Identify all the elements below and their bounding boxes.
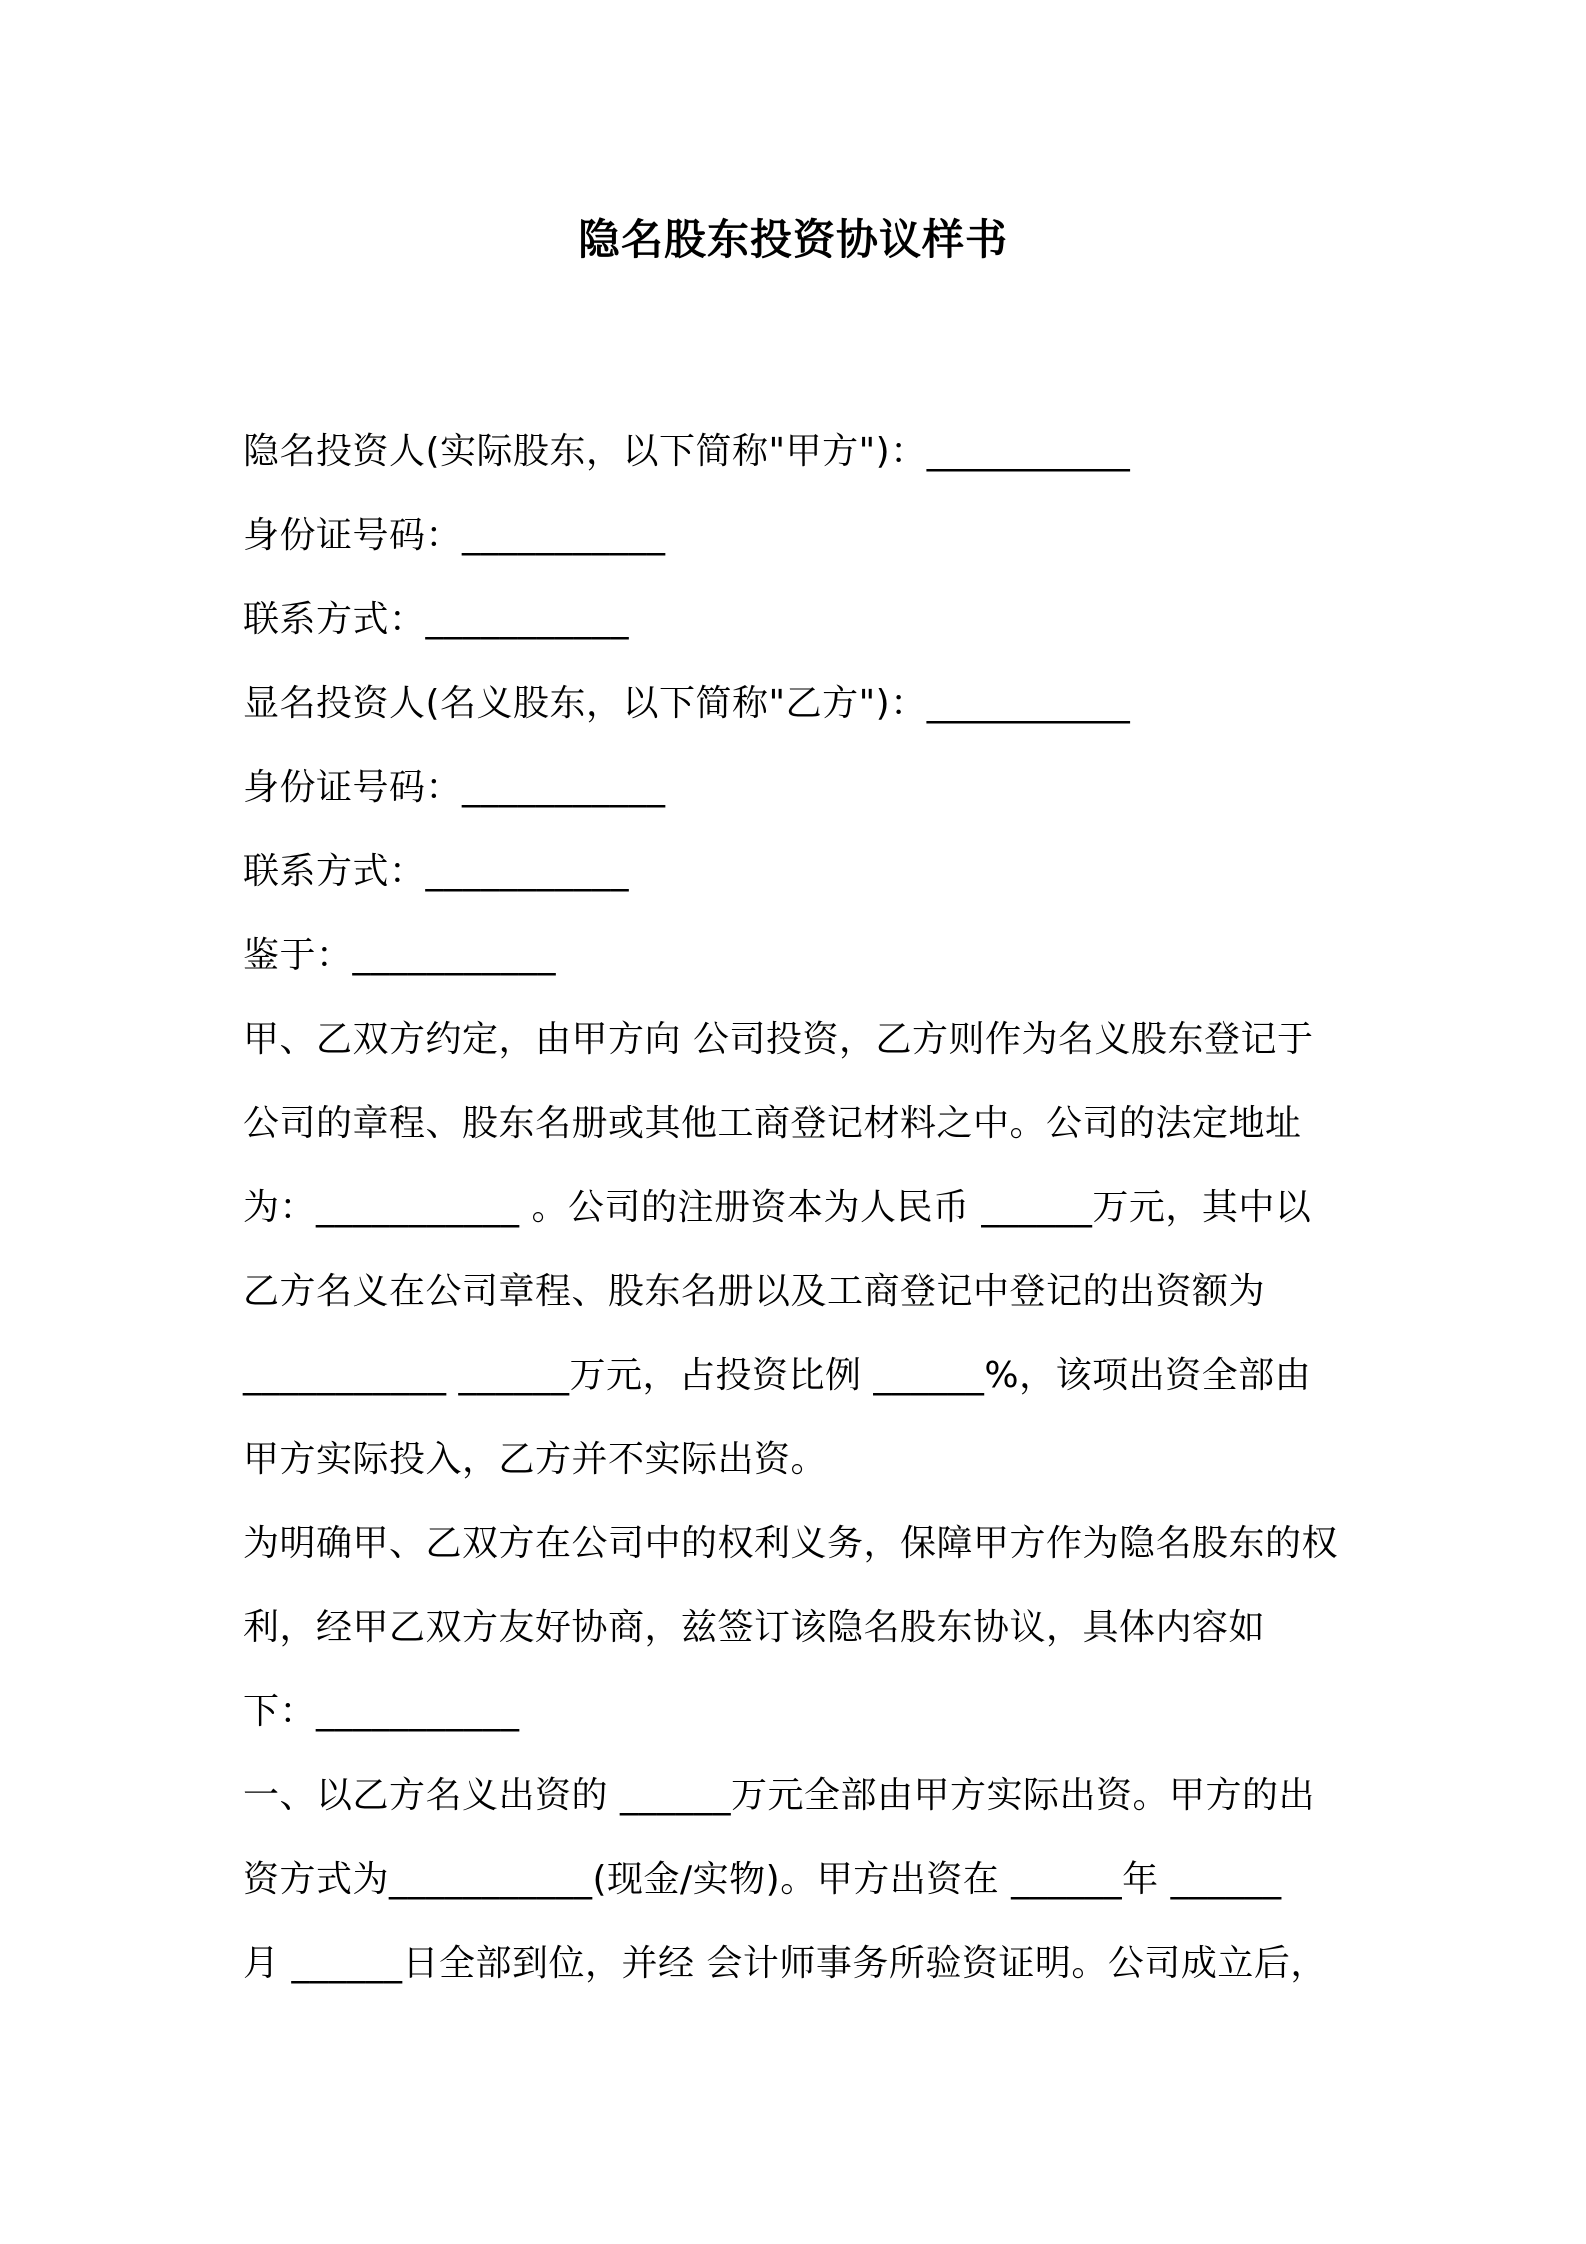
party-b-name-line: 显名投资人(名义股东，以下简称"乙方")：___________	[243, 683, 1131, 724]
clause-line: 资方式为___________(现金/实物)。甲方出资在 ______年 ______	[243, 1859, 1282, 1900]
whereas-line: 鉴于：___________	[243, 935, 557, 976]
paragraph-line: 甲方实际投入，乙方并不实际出资。	[243, 1439, 828, 1480]
paragraph-line: 下：___________	[243, 1691, 520, 1732]
paragraph-line: 甲、乙双方约定，由甲方向 公司投资，乙方则作为名义股东登记于	[243, 1019, 1314, 1060]
paragraph-line: 乙方名义在公司章程、股东名册以及工商登记中登记的出资额为	[243, 1271, 1266, 1312]
party-b-id-line: 身份证号码：___________	[243, 767, 666, 808]
clause-line: 月 ______日全部到位，并经 会计师事务所验资证明。公司成立后，	[243, 1943, 1327, 1984]
paragraph-line: ___________ ______万元，占投资比例 ______%，该项出资全部由	[243, 1355, 1312, 1396]
document-body	[243, 410, 1363, 2006]
clause-line: 一、以乙方名义出资的 ______万元全部由甲方实际出资。甲方的出	[243, 1775, 1315, 1816]
paragraph-line: 公司的章程、股东名册或其他工商登记材料之中。公司的法定地址	[243, 1103, 1302, 1144]
document-title: 隐名股东投资协议样书	[577, 215, 1008, 264]
paragraph-line: 为明确甲、乙双方在公司中的权利义务，保障甲方作为隐名股东的权	[243, 1523, 1339, 1564]
party-a-contact-line: 联系方式：___________	[243, 599, 630, 640]
party-a-id-line: 身份证号码：___________	[243, 515, 666, 556]
party-a-name-line: 隐名投资人(实际股东，以下简称"甲方")：___________	[243, 431, 1131, 472]
paragraph-line: 为：___________ 。公司的注册资本为人民币 ______万元，其中以	[243, 1187, 1312, 1228]
party-b-contact-line: 联系方式：___________	[243, 851, 630, 892]
paragraph-line: 利，经甲乙双方友好协商，兹签订该隐名股东协议，具体内容如	[243, 1607, 1266, 1648]
